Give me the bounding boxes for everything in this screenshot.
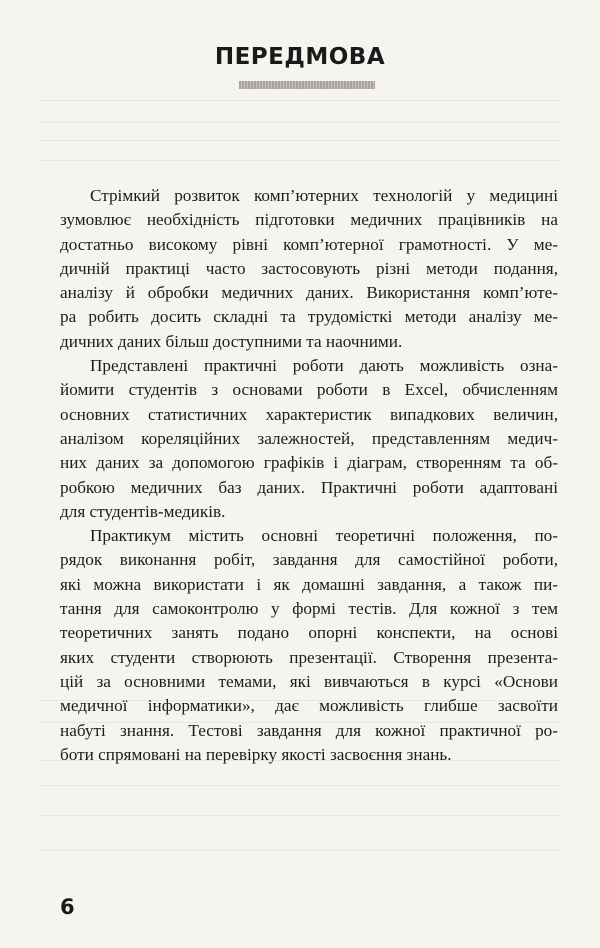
bleed-through-line [40,160,560,161]
text-line: основних статистичних характеристик випадкових величин, [60,404,558,424]
text-line: Стрімкий розвиток комп’ютерних технологій у медицині [90,186,558,205]
text-line: набуті знання. Тестові завдання для кожної практичної ро- [60,720,558,740]
paragraph-3 [60,524,558,767]
text-line: зумовлює необхідність підготовки медичних працівників на [60,210,558,230]
text-line: них даних за допомогою графіків і діаграм, створенням та об- [60,453,558,473]
text-line: медичної інформатики», дає можливість глибше засвоїти [60,696,558,716]
bleed-through-line [40,140,560,141]
text-line: Представлені практичні роботи дають можливість озна- [90,356,558,376]
text-line: боти спрямовані на перевірку якості засвоєння знань. [60,744,452,764]
text-line: ра робить досить складні та трудомісткі методи аналізу ме- [60,307,558,327]
page-number: 6 [60,895,75,919]
text-line: теоретичних занять подано опорні конспекти, на основі [60,623,558,643]
text-line: робкою медичних баз даних. Практичні роботи адаптовані [60,477,558,497]
page-title: ПЕРЕДМОВА [214,44,386,70]
bleed-through-line [40,850,560,851]
paragraph-2 [60,354,558,524]
paragraph-1 [60,184,558,354]
text-line: які можна використати і як домашні завдання, а також пи- [60,574,558,594]
bleed-through-line [40,815,560,816]
text-line: тання для самоконтролю у формі тестів. Для кожної з тем [60,599,558,619]
text-line: аналізом кореляційних залежностей, представленням медич- [60,428,558,448]
text-line: Практикум містить основні теоретичні положення, по- [90,526,558,546]
title-underline [239,81,375,89]
text-line: рядок виконання робіт, завдання для самостійної роботи, [60,550,558,570]
text-line: яких студенти створюють презентації. Створення презента- [60,647,558,667]
bleed-through-line [40,122,560,123]
bleed-through-line [40,785,560,786]
text-line: дичній практиці часто застосовують різні методи подання, [60,258,558,278]
body-text [60,184,558,767]
text-line: достатньо високому рівні комп’ютерної грамотності. У ме- [60,234,558,254]
bleed-through-line [40,100,560,101]
text-line: аналізу й обробки медичних даних. Використання комп’юте- [60,283,558,303]
text-line: йомити студентів з основами роботи в Excel, обчисленням [60,380,558,400]
text-line: дичних даних більш доступними та наочними. [60,331,403,351]
text-line: для студентів-медиків. [60,501,226,521]
text-line: цій за основними темами, які вивчаються в курсі «Основи [60,671,558,691]
